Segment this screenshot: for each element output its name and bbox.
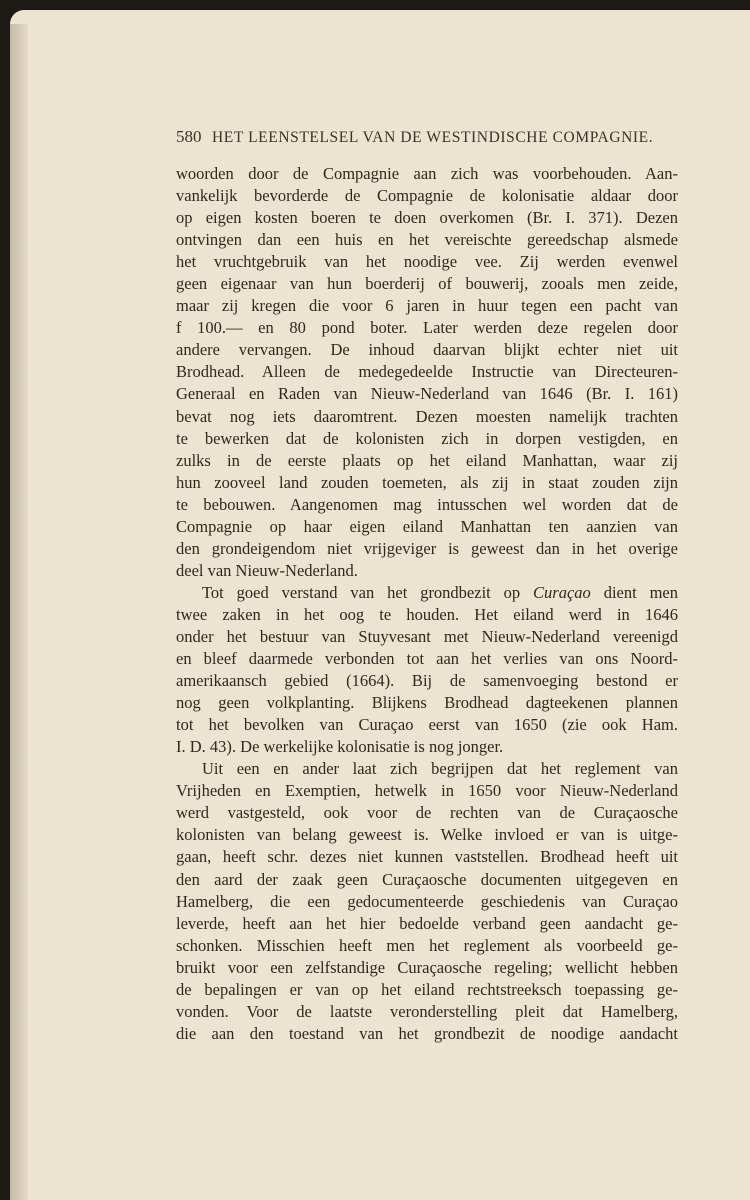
text-line: het vruchtgebruik van het noodige vee. Zij werden evenwel [176,252,678,272]
text-line: den grondeigendom niet vrijgeviger is geweest dan in het overige [176,538,678,558]
text-line: werd vastgesteld, ook voor de rechten van de Curaçaosche [176,803,678,823]
text-line: amerikaansch gebied (1664). Bij de samenvoeging bestond er [176,671,678,691]
text-line: f 100.— en 80 pond boter. Later werden deze regelen door [176,318,678,338]
text-line: deel van Nieuw-Nederland. [176,560,358,580]
text-line: vonden. Voor de laatste veronderstelling pleit dat Hamelberg, [176,1001,678,1021]
text-line: tot het bevolken van Curaçao eerst van 1650 (zie ook Ham. [176,715,678,735]
text-line: Vrijheden en Exemptien, hetwelk in 1650 voor Nieuw-Nederland [176,781,678,801]
text-line: Compagnie op haar eigen eiland Manhattan ten aanzien van [176,516,678,536]
page-gutter-shadow [10,24,28,1200]
text-line: op eigen kosten boeren te doen overkomen (Br. I. 371). Dezen [176,208,678,228]
text-line: gaan, heeft schr. dezes niet kunnen vaststellen. Brodhead heeft uit [176,847,678,867]
body-text [176,163,678,1045]
text-line: bevat nog iets daaromtrent. Dezen moesten namelijk trachten [176,406,678,426]
text-line: ontvingen dan een huis en het vereischte gereedschap alsmede [176,230,678,250]
text-line: Generaal en Raden van Nieuw-Nederland van 1646 (Br. I. 161) [176,384,678,404]
text-line: Uit een en ander laat zich begrijpen dat het reglement van [202,759,678,779]
text-line [176,582,678,604]
text-line: te bebouwen. Aangenomen mag intusschen wel worden dat de [176,494,678,514]
text-line: den aard der zaak geen Curaçaosche documenten uitgegeven en [176,869,678,889]
text-line: de bepalingen er van op het eiland rechtstreeksch toepassing ge- [176,979,678,999]
text-line: Hamelberg, die een gedocumenteerde geschiedenis van Curaçao [176,891,678,911]
text-line: maar zij kregen die voor 6 jaren in huur tegen een pacht van [176,296,678,316]
text-line: schonken. Misschien heeft men het reglement als voorbeeld ge- [176,935,678,955]
page-number: 580 [176,127,202,146]
text-line: nog geen volkplanting. Blijkens Brodhead dagteekenen plannen [176,693,678,713]
text-line: kolonisten van belang geweest is. Welke invloed er van is uitge- [176,825,678,845]
text-line: bruikt voor een zelfstandige Curaçaosche regeling; wellicht hebben [176,957,678,977]
text-line: te bewerken dat de kolonisten zich in dorpen vestigden, en [176,428,678,448]
running-title: HET LEENSTELSEL VAN DE WESTINDISCHE COMPAGNIE. [211,129,654,146]
text-line: hun zooveel land zouden toemeten, als zij in staat zouden zijn [176,472,678,492]
text-line: die aan den toestand van het grondbezit de noodige aandacht [176,1023,678,1043]
text-line: en bleef daarmede verbonden tot aan het verlies van ons Noord- [176,649,678,669]
text-line: zulks in de eerste plaats op het eiland Manhattan, waar zij [176,450,678,470]
text-line: geen eigenaar van hun boerderij of bouwerij, zooals men zeide, [176,274,678,294]
text-line: Brodhead. Alleen de medegedeelde Instructie van Directeuren- [176,362,678,382]
text-segment: Tot goed verstand van het grondbezit op [202,582,534,602]
place-name-italic: Curaçao [533,582,591,602]
text-line: vankelijk bevorderde de Compagnie de kolonisatie aldaar door [176,186,678,206]
text-line: andere vervangen. De inhoud daarvan blijkt echter niet uit [176,340,678,360]
text-line: leverde, heeft aan het hier bedoelde verband geen aandacht ge- [176,913,678,933]
text-line: I. D. 43). De werkelijke kolonisatie is nog jonger. [176,737,504,757]
text-line: onder het bestuur van Stuyvesant met Nieuw-Nederland vereenigd [176,626,678,646]
text-segment: dient men [590,582,678,602]
running-header [176,127,654,147]
text-line: twee zaken in het oog te houden. Het eiland werd in 1646 [176,604,678,624]
text-line: woorden door de Compagnie aan zich was voorbehouden. Aan- [176,164,678,183]
